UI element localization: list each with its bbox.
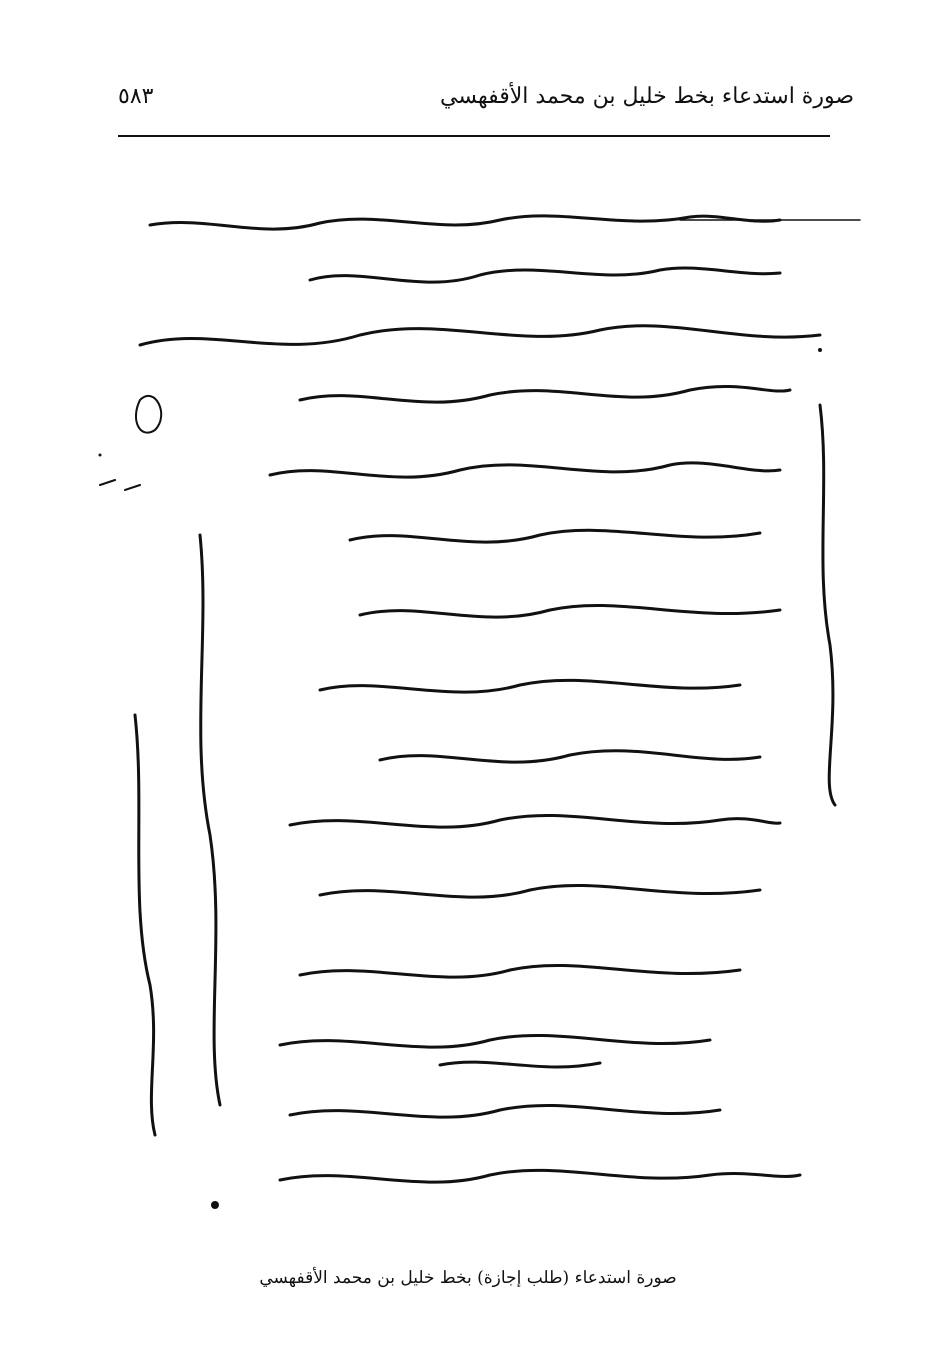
header-rule — [118, 135, 830, 137]
page-number: ٥٨٣ — [118, 84, 154, 109]
manuscript-image — [60, 185, 880, 1245]
ornament — [100, 396, 161, 490]
handwriting-lines — [140, 216, 820, 1182]
running-title: صورة استدعاء بخط خليل بن محمد الأقفهسي — [440, 84, 854, 109]
margin-handwriting — [135, 405, 835, 1135]
ink-marks — [99, 348, 823, 1209]
figure-caption: صورة استدعاء (طلب إجازة) بخط خليل بن محمد الأقفهسي — [259, 1268, 677, 1288]
